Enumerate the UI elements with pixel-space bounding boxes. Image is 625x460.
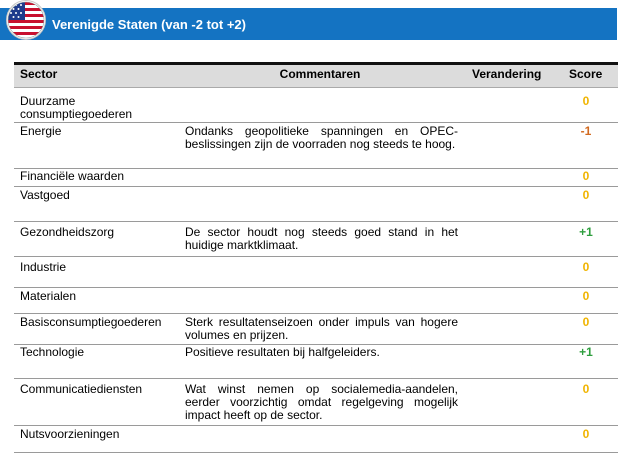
row-sector: Nutsvoorzieningen xyxy=(20,427,120,441)
row-sector: Industrie xyxy=(20,260,67,274)
row-score: 0 xyxy=(582,382,590,396)
row-score: 0 xyxy=(582,169,590,183)
row-sector: Technologie xyxy=(20,345,85,359)
row-sector: Duurzame consumptiegoederen xyxy=(20,94,133,121)
row-comment: Positieve resultaten bij halfgeleiders. xyxy=(185,345,380,359)
row-score: 0 xyxy=(582,427,590,441)
row-score: -1 xyxy=(580,124,592,138)
column-header-sector: Sector xyxy=(20,67,58,81)
row-score: +1 xyxy=(579,225,593,239)
row-sector: Materialen xyxy=(20,289,77,303)
table-row xyxy=(14,345,618,379)
row-comment: Sterk resultatenseizoen onder impuls van hogere volumes en prijzen. xyxy=(185,315,458,342)
row-sector: Basisconsumptiegoederen xyxy=(20,315,162,329)
row-sector: Vastgoed xyxy=(20,188,70,202)
row-score: +1 xyxy=(579,345,593,359)
header-bar xyxy=(0,8,617,40)
row-comment: Wat winst nemen op socialemedia-aandelen, eerder voorzichtig omdat regelgeving mogelijk impact heeft op de sector. xyxy=(185,382,458,422)
table-row xyxy=(14,314,618,345)
table-row xyxy=(14,88,618,123)
table-row xyxy=(14,426,618,453)
row-comment: De sector houdt nog steeds goed stand in het huidige marktklimaat. xyxy=(185,225,458,252)
column-header-change: Verandering xyxy=(472,67,542,81)
row-score: 0 xyxy=(582,94,590,108)
row-comment: Ondanks geopolitieke spanningen en OPEC-beslissingen zijn de voorraden nog steeds te hoog. xyxy=(185,124,458,151)
row-score: 0 xyxy=(582,315,590,329)
table-row xyxy=(14,123,618,169)
row-sector: Gezondheidszorg xyxy=(20,225,115,239)
row-score: 0 xyxy=(582,289,590,303)
row-sector: Financiële waarden xyxy=(20,169,125,183)
table-row xyxy=(14,187,618,222)
table-row xyxy=(14,257,618,288)
column-header-score: Score xyxy=(569,67,603,81)
page-title: Verenigde Staten (van -2 tot +2) xyxy=(52,17,246,32)
table-header xyxy=(14,65,618,88)
us-flag-icon xyxy=(6,0,46,40)
row-sector: Communicatiediensten xyxy=(20,382,143,396)
table-row xyxy=(14,379,618,426)
row-score: 0 xyxy=(582,188,590,202)
row-score: 0 xyxy=(582,260,590,274)
table-row xyxy=(14,222,618,257)
column-header-comment: Commentaren xyxy=(279,67,361,81)
row-sector: Energie xyxy=(20,124,62,138)
table-row xyxy=(14,288,618,314)
table-row xyxy=(14,169,618,187)
